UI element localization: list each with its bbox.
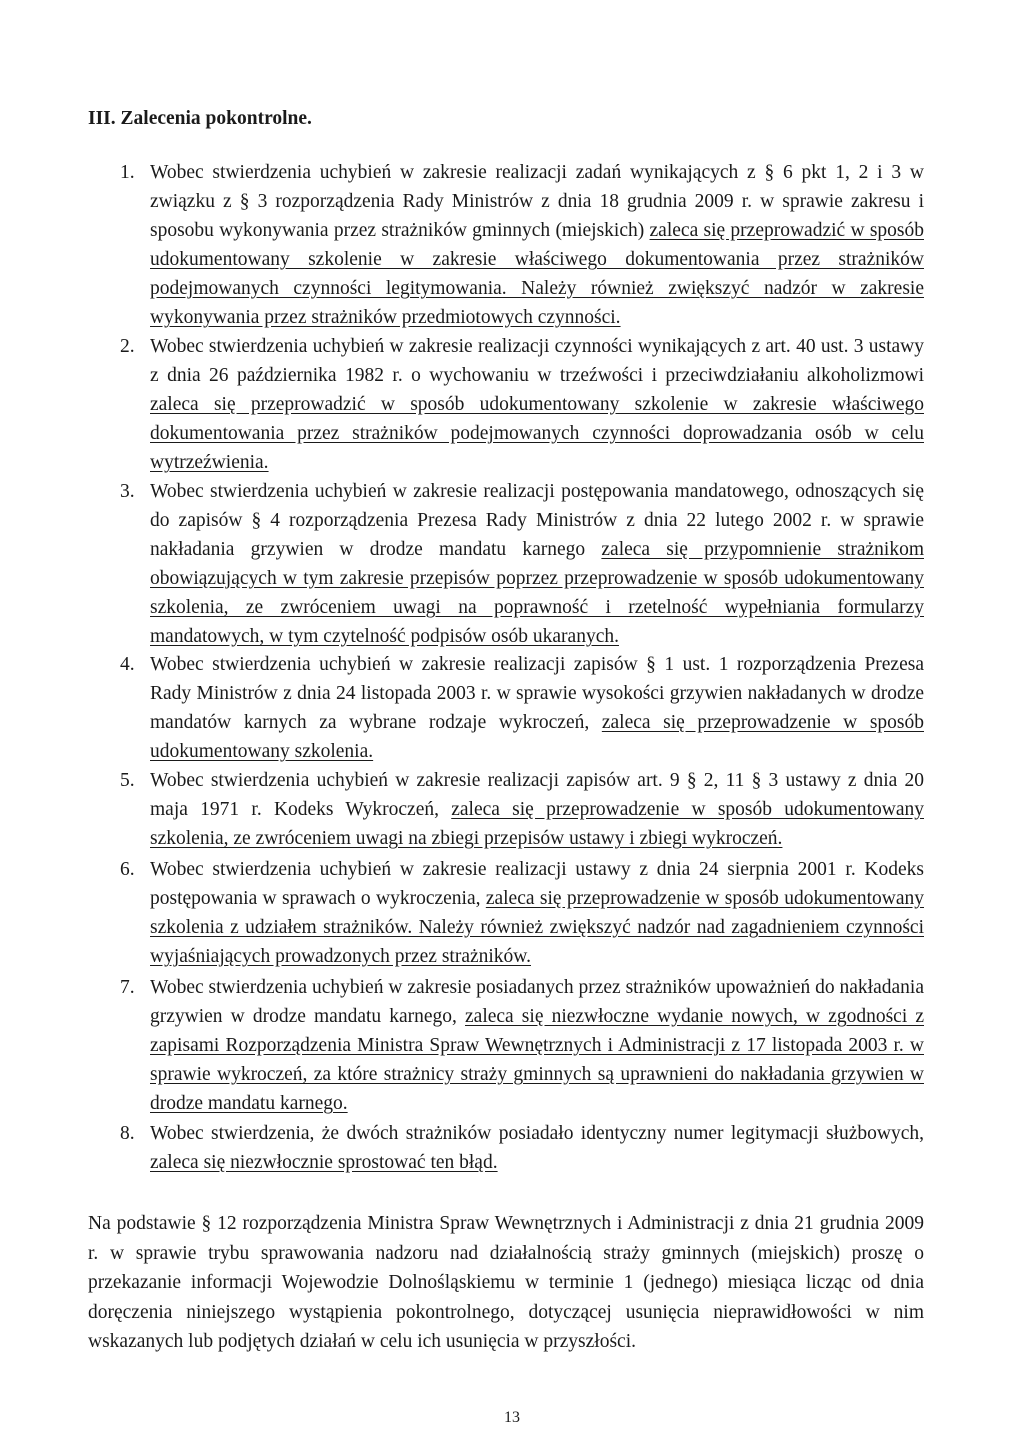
item-text [150,1119,924,1177]
item-text-recommendation: zaleca się przypomnienie strażnikom obowiązujących w tym zakresie przepisów poprzez przeprowadzenie w sposób udokumentowany szkolenia, ze zwróceniem uwagi na poprawność i rzetelność wypełniania formularzy mandatowych, w tym czytelność podpisów osób ukaranych. [150,539,924,647]
item-text-recommendation: zaleca się przeprowadzić w sposób udokumentowany szkolenie w zakresie właściwego dokumentowania przez strażników podejmowanych czynności doprowadzania osób w celu wytrzeźwienia. [150,394,924,473]
item-text-plain: Wobec stwierdzenia uchybień w zakresie realizacji zapisów art. 9 § 2, 11 § 3 ustawy z dnia 20 maja 1971 r. Kodeks Wykroczeń, [150,770,924,820]
item-text [150,973,924,1118]
item-number: 2. [120,336,135,357]
recommendation-item [120,1119,924,1177]
item-text [150,158,924,332]
item-text-plain: Wobec stwierdzenia uchybień w zakresie realizacji czynności wynikających z art. 40 ust. 3 ustawy z dnia 26 października 1982 r. o wychowaniu w trzeźwości i przeciwdziałaniu alkoholizmowi [150,336,924,386]
item-text-plain: Wobec stwierdzenia uchybień w zakresie realizacji zadań wynikających z § 6 pkt 1, 2 i 3 w związku z § 3 rozporządzenia Rady Ministrów z dnia 18 grudnia 2009 r. w sprawie zakresu i sposobu wykonywania przez strażników gminnych (miejskich) [150,162,924,241]
recommendation-item [120,855,924,971]
item-text-recommendation: zaleca się niezwłoczne wydanie nowych, w zgodności z zapisami Rozporządzenia Ministra Spraw Wewnętrznych i Administracji z 17 listopada 2003 r. w sprawie wykroczeń, za które strażnicy straży gminnych są uprawnieni do nakładania grzywien w drodze mandatu karnego. [150,1006,924,1114]
item-text [150,332,924,477]
item-text-recommendation: zaleca się przeprowadzenie w sposób udokumentowany szkolenia z udziałem strażników. Należy również zwiększyć nadzór nad zagadnieniem czynności wyjaśniających prowadzonych przez strażników. [150,888,924,967]
item-text [150,766,924,853]
item-number: 8. [120,1123,135,1144]
recommendation-item [120,477,924,651]
item-number: 4. [120,654,135,675]
recommendation-item [120,973,924,1118]
item-number: 6. [120,859,135,880]
item-text-plain: Wobec stwierdzenia uchybień w zakresie realizacji ustawy z dnia 24 sierpnia 2001 r. Kodeks postępowania w sprawach o wykroczenia, [150,859,924,909]
item-number: 5. [120,770,135,791]
page-number: 13 [504,1409,520,1426]
item-text-plain: Wobec stwierdzenia uchybień w zakresie realizacji zapisów § 1 ust. 1 rozporządzenia Prezesa Rady Ministrów z dnia 24 listopada 2003 r. w sprawie wysokości grzywien nakładanych w drodze mandatów karnych za wybrane rodzaje wykroczeń, [150,654,924,733]
section-title: III. Zalecenia pokontrolne. [88,108,312,129]
recommendation-item [120,650,924,766]
item-text-plain: Wobec stwierdzenia uchybień w zakresie realizacji postępowania mandatowego, odnoszących się do zapisów § 4 rozporządzenia Prezesa Rady Ministrów z dnia 22 lutego 2002 r. w sprawie nakładania grzywien w drodze mandatu karnego [150,481,924,560]
item-text-recommendation: zaleca się przeprowadzenie w sposób udokumentowany szkolenia, ze zwróceniem uwagi na zbiegi przepisów ustawy i zbiegi wykroczeń. [150,799,924,849]
recommendation-item [120,158,924,332]
closing-paragraph: Na podstawie § 12 rozporządzenia Ministra Spraw Wewnętrznych i Administracji z dnia 21 grudnia 2009 r. w sprawie trybu sprawowania nadzoru nad działalnością straży gminnych (miejskich) proszę o przekazanie informacji Wojewodzie Dolnośląskiemu w terminie 1 (jednego) miesiąca licząc od dnia doręczenia niniejszego wystąpienia pokontrolnego, dotyczącej usunięcia nieprawidłowości w nim wskazanych lub podjętych działań w celu ich usunięcia w przyszłości. [88,1213,924,1352]
item-text-plain: Wobec stwierdzenia uchybień w zakresie posiadanych przez strażników upoważnień do nakładania grzywien w drodze mandatu karnego, [150,977,924,1027]
item-text-recommendation: zaleca się przeprowadzić w sposób udokumentowany szkolenie w zakresie właściwego dokumentowania przez strażników podejmowanych czynności legitymowania. Należy również zwiększyć nadzór w zakresie wykonywania przez strażników przedmiotowych czynności. [150,220,924,328]
item-number: 3. [120,481,135,502]
item-text [150,650,924,766]
item-text [150,477,924,651]
item-number: 1. [120,162,135,183]
item-text [150,855,924,971]
item-number: 7. [120,977,135,998]
item-text-recommendation: zaleca się przeprowadzenie w sposób udokumentowany szkolenia. [150,712,924,762]
item-text-recommendation: zaleca się niezwłocznie sprostować ten błąd. [150,1152,498,1173]
recommendation-item [120,766,924,853]
recommendation-item [120,332,924,477]
item-text-plain: Wobec stwierdzenia, że dwóch strażników posiadało identyczny numer legitymacji służbowych, [150,1123,924,1144]
